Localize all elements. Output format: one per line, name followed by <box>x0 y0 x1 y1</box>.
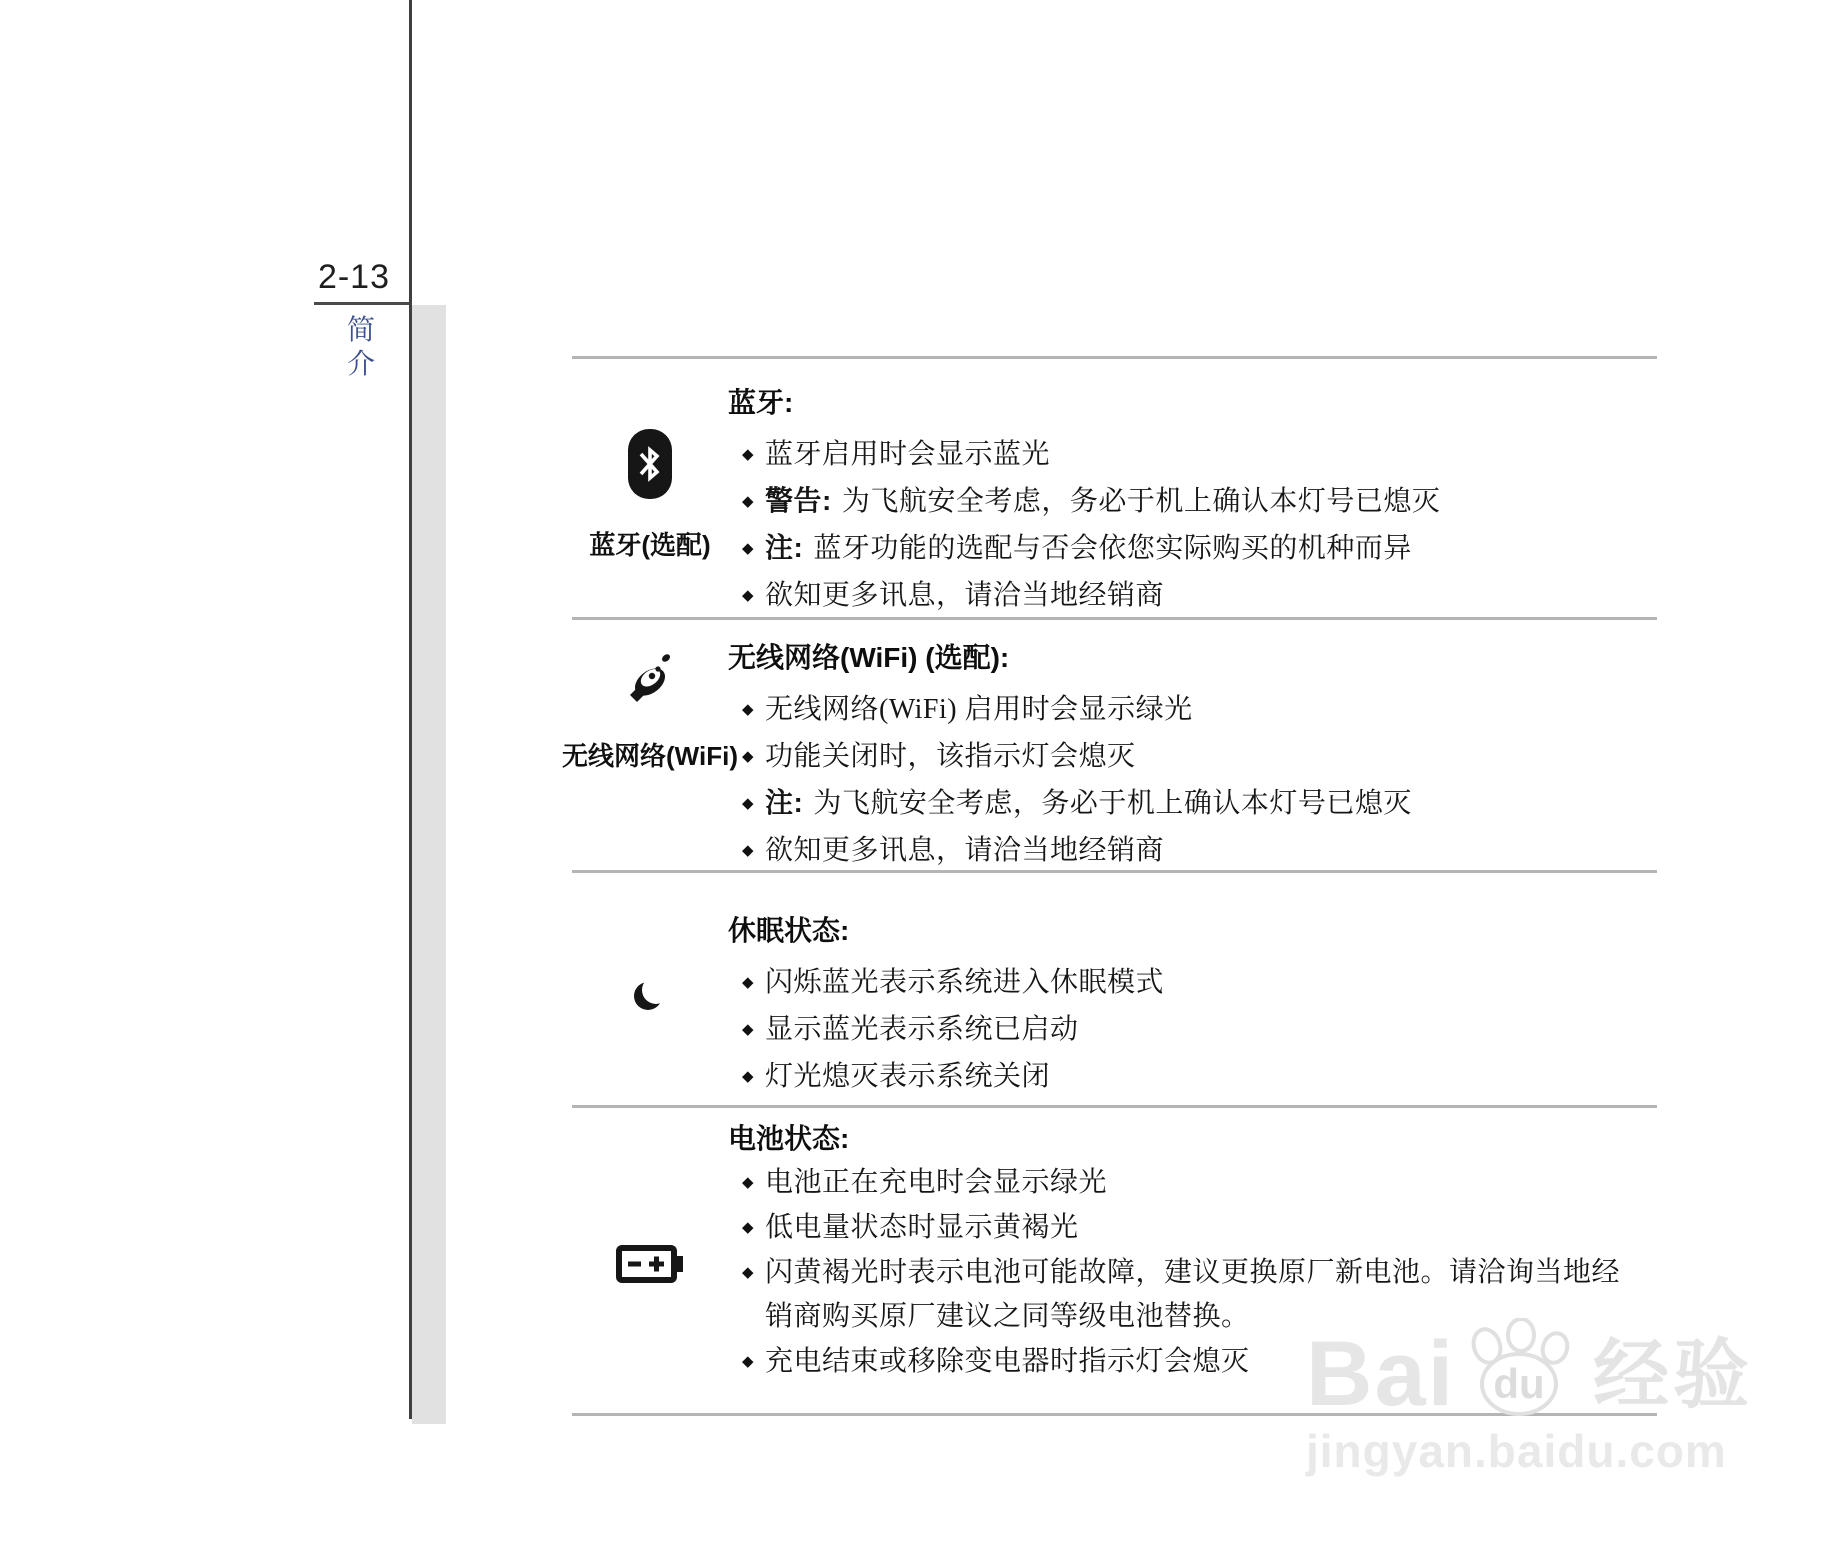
bullet-diamond-icon: ◆ <box>742 1218 754 1236</box>
list-item <box>742 478 1628 525</box>
bullet-diamond-icon: ◆ <box>742 1352 754 1370</box>
row-content <box>728 873 1628 1105</box>
led-indicator-table <box>562 356 1657 1425</box>
bullet-diamond-icon: ◆ <box>742 794 754 812</box>
row-label: 无线网络(WiFi) <box>562 741 738 771</box>
bullet-diamond-icon: ◆ <box>742 445 754 463</box>
side-tab-char: 介 <box>346 349 375 380</box>
bluetooth-icon <box>628 429 672 499</box>
page-number-rule <box>314 302 410 305</box>
row-heading: 无线网络(WiFi) (选配): <box>728 642 1010 673</box>
sidebar-strip <box>412 305 446 1424</box>
bullet-text: 低电量状态时显示黄褐光 <box>765 1212 1079 1243</box>
row-label: 蓝牙(选配) <box>589 530 711 560</box>
watermark <box>1306 1318 1753 1478</box>
icon-cell <box>562 620 738 870</box>
bullet-text: 为飞航安全考虑，务必于机上确认本灯号已熄灭 <box>841 486 1441 517</box>
list-item <box>742 1006 1628 1053</box>
list-item <box>742 780 1628 827</box>
row-heading: 蓝牙: <box>728 387 794 418</box>
row-heading: 电池状态: <box>728 1123 850 1154</box>
battery-icon <box>616 1244 684 1284</box>
bullet-text: 蓝牙功能的选配与否会依您实际购买的机种而异 <box>813 533 1412 564</box>
list-item <box>742 1053 1628 1100</box>
list-item <box>742 1160 1628 1205</box>
satellite-dish-icon <box>627 648 673 706</box>
watermark-brand-latin: Bai <box>1306 1323 1456 1425</box>
row-content <box>728 359 1628 617</box>
bullet-text: 充电结束或移除变电器时指示灯会熄灭 <box>765 1346 1250 1377</box>
bullet-diamond-icon: ◆ <box>742 1173 754 1191</box>
list-item <box>742 572 1628 619</box>
chapter-side-tab <box>342 314 380 382</box>
baidu-paw-icon <box>1459 1318 1579 1418</box>
bullet-text: 欲知更多讯息，请洽当地经销商 <box>765 835 1165 866</box>
watermark-du-text: du <box>1493 1360 1545 1407</box>
bullet-diamond-icon: ◆ <box>742 700 754 718</box>
icon-cell <box>572 1108 728 1413</box>
side-tab-char: 简 <box>346 315 375 346</box>
bullet-text: 灯光熄灭表示系统关闭 <box>765 1061 1051 1092</box>
bullet-diamond-icon: ◆ <box>742 973 754 991</box>
bullet-diamond-icon: ◆ <box>742 586 754 604</box>
list-item <box>742 525 1628 572</box>
moon-icon <box>634 973 666 1017</box>
bullet-diamond-icon: ◆ <box>742 841 754 859</box>
row-content <box>728 620 1628 870</box>
bullet-text: 功能关闭时，该指示灯会熄灭 <box>765 741 1136 772</box>
list-item <box>742 733 1628 780</box>
page-number: 2-13 <box>317 258 390 296</box>
bullet-text: 无线网络(WiFi) 启用时会显示绿光 <box>765 694 1193 725</box>
watermark-url: jingyan.baidu.com <box>1306 1425 1727 1477</box>
bullet-text: 显示蓝光表示系统已启动 <box>765 1014 1079 1045</box>
bullet-text: 蓝牙启用时会显示蓝光 <box>765 439 1051 470</box>
list-item <box>742 686 1628 733</box>
list-item <box>742 959 1628 1006</box>
bullet-text: 闪黄褐光时表示电池可能故障，建议更换原厂新电池。请洽询当地经销商购买原厂建议之同等级电池替换。 <box>765 1257 1621 1332</box>
watermark-brand-cn: 经验 <box>1593 1333 1754 1418</box>
bullet-diamond-icon: ◆ <box>742 492 754 510</box>
row-heading: 休眠状态: <box>728 915 850 946</box>
bullet-prefix: 注: <box>765 532 804 563</box>
bullet-diamond-icon: ◆ <box>742 747 754 765</box>
bullet-diamond-icon: ◆ <box>742 1067 754 1085</box>
list-item <box>742 431 1628 478</box>
list-item <box>742 1205 1628 1250</box>
bullet-diamond-icon: ◆ <box>742 1020 754 1038</box>
bullet-text: 为飞航安全考虑，务必于机上确认本灯号已熄灭 <box>813 788 1412 819</box>
bullet-text: 电池正在充电时会显示绿光 <box>765 1167 1108 1198</box>
bullet-diamond-icon: ◆ <box>742 1263 754 1281</box>
bullet-text: 闪烁蓝光表示系统进入休眠模式 <box>765 967 1165 998</box>
table-row <box>572 873 1657 1108</box>
bullet-prefix: 警告: <box>765 485 832 516</box>
watermark-logo <box>1306 1318 1754 1425</box>
list-item <box>742 827 1628 874</box>
icon-cell <box>572 873 728 1105</box>
bullet-prefix: 注: <box>765 787 804 818</box>
icon-cell <box>572 359 728 617</box>
bullet-text: 欲知更多讯息，请洽当地经销商 <box>765 580 1165 611</box>
table-row <box>562 620 1657 873</box>
bullet-diamond-icon: ◆ <box>742 539 754 557</box>
table-row <box>572 359 1657 620</box>
